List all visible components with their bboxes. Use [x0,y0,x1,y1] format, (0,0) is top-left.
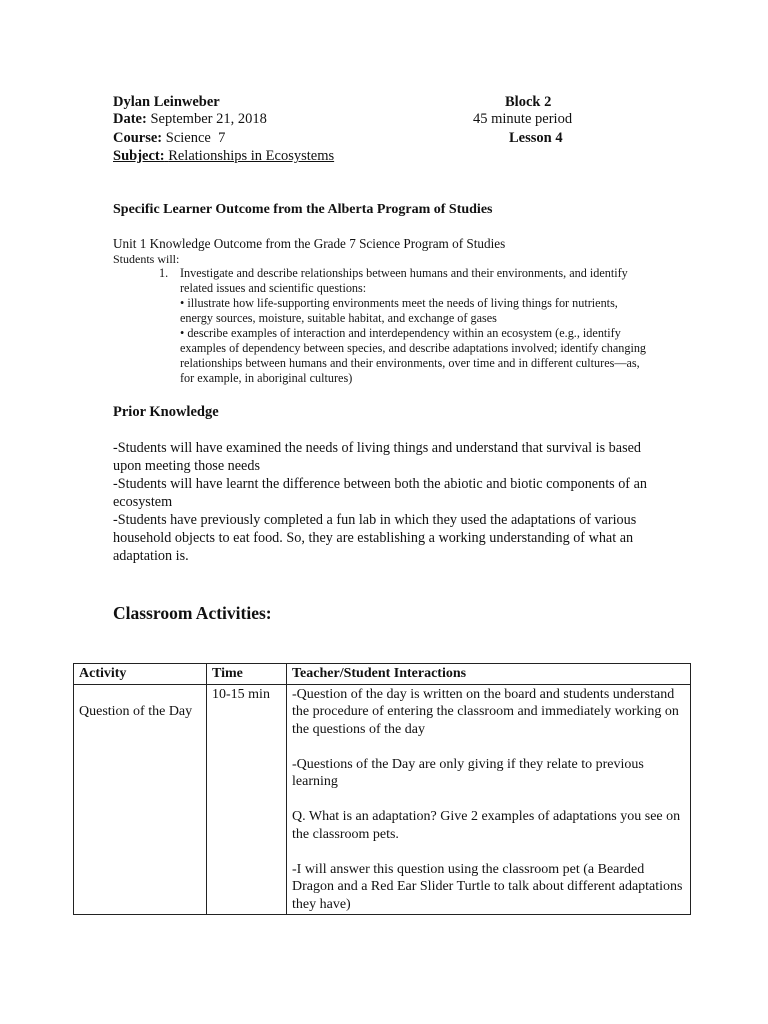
outcome-bullet-1: • illustrate how life-supporting environments meet the needs of living things for nutrients, energy sources, moisture, suitable habitat, and exchange of gases [180,296,618,325]
unit-line: Unit 1 Knowledge Outcome from the Grade 7 Science Program of Studies [113,236,506,251]
time-cell: 10-15 min [207,684,287,915]
course-line [113,129,225,147]
interaction-paragraph: -I will answer this question using the classroom pet (a Bearded Dragon and a Red Ear Slider Turtle to talk about different adaptations they have) [292,861,683,912]
column-header-time: Time [207,664,287,685]
table-header-row [74,664,691,685]
slo-heading: Specific Learner Outcome from the Alberta Program of Studies [113,202,493,217]
subject-label: Subject: [113,148,165,164]
subject-line [113,147,334,165]
date-label: Date: [113,111,147,127]
prior-paragraph-3: -Students have previously completed a fun lab in which they used the adaptations of various household objects to eat food. So, they are establishing a working understanding of what an adaptation is. [113,512,637,564]
course-value: Science 7 [165,130,226,146]
activity-cell [74,684,207,915]
outcome-bullet-2: • describe examples of interaction and interdependency within an ecosystem (e.g., identify examples of dependency between species, and describe adaptations involved; identify changing relationships between humans and their environments, over time and in different cultures—as, for example, in aboriginal cultures) [180,326,647,385]
interaction-paragraph: -Question of the day is written on the board and students understand the procedure of entering the classroom and immediately working on the questions of the day [292,686,679,737]
author-name: Dylan Leinweber [113,94,220,110]
prior-paragraph-1: -Students will have examined the needs of living things and understand that survival is based upon meeting those needs [113,440,641,474]
period-label: 45 minute period [473,111,573,127]
students-will: Students will: [113,252,180,266]
prior-paragraph-2: -Students will have learnt the difference between both the abiotic and biotic components of an ecosystem [113,476,647,510]
course-label: Course: [113,130,163,146]
interactions-cell [287,684,691,915]
column-header-interactions: Teacher/Student Interactions [287,664,691,685]
activities-table [73,663,691,915]
subject-value: Relationships in Ecosystems [168,148,335,164]
table-row [74,684,691,915]
interaction-paragraph: Q. What is an adaptation? Give 2 examples of adaptations you see on the classroom pets. [292,809,681,842]
date-value: September 21, 2018 [150,111,267,127]
outcome-number: 1. [159,266,169,280]
classroom-activities-heading: Classroom Activities: [113,603,272,623]
interaction-paragraph: -Questions of the Day are only giving if they relate to previous learning [292,756,644,789]
lesson-label: Lesson 4 [509,130,563,146]
date-line [113,110,267,128]
block-label: Block 2 [505,94,552,110]
activity-name: Question of the Day [79,703,193,719]
column-header-activity: Activity [74,664,207,685]
prior-knowledge-heading: Prior Knowledge [113,404,219,420]
outcome-text: Investigate and describe relationships between humans and their environments, and identify related issues and scientific questions: [180,266,628,295]
